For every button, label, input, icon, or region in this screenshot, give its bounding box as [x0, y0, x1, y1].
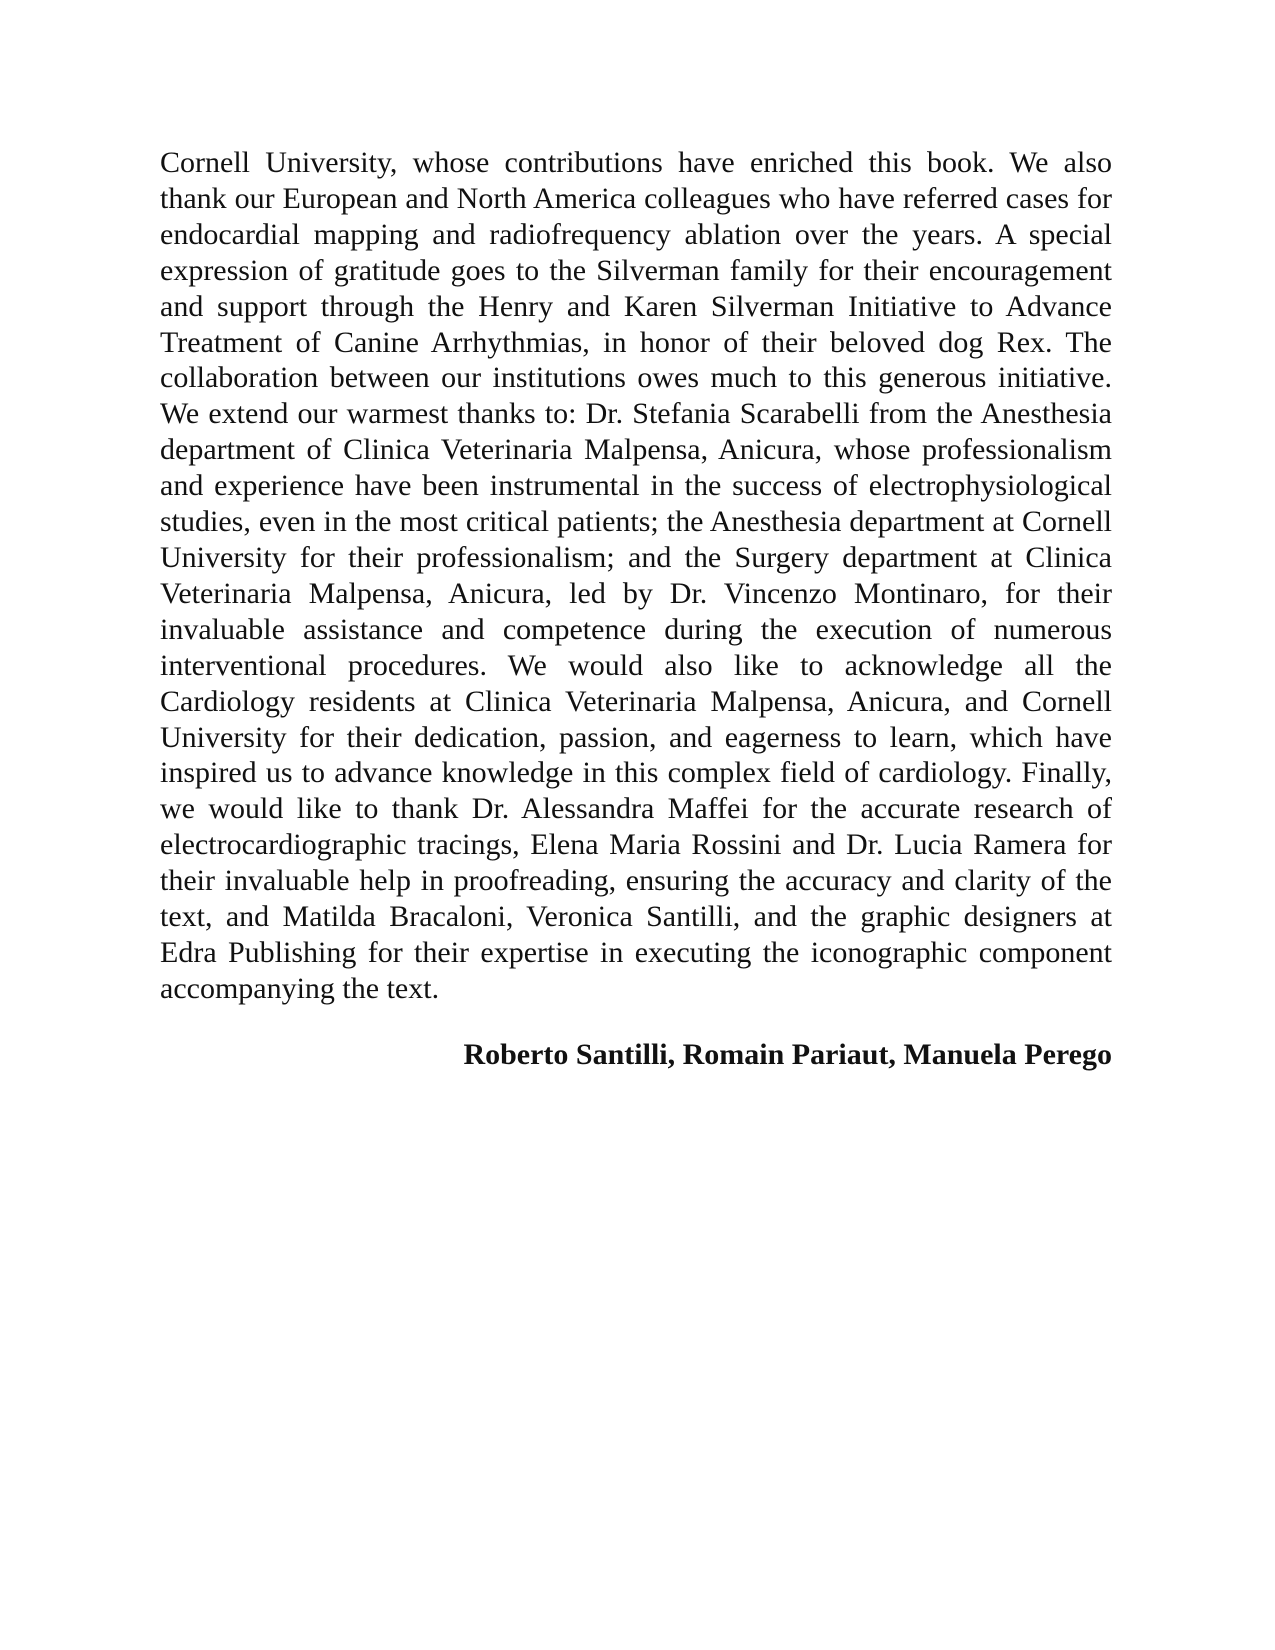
acknowledgements-page: [160, 145, 1112, 1073]
author-signature: Roberto Santilli, Romain Pariaut, Manuela Perego: [463, 1037, 1112, 1071]
acknowledgements-paragraph: Cornell University, whose contributions have enriched this book. We also thank our European and North America colleagues who have referred cases for endocardial mapping and radiofrequency ablation over the years. A special expression of gratitude goes to the Silverman family for their encouragement and support through the Henry and Karen Silverman Initiative to Advance Treatment of Canine Arrhythmias, in honor of their beloved dog Rex. The collaboration between our institutions owes much to this generous initiative. We extend our warmest thanks to: Dr. Stefania Scarabelli from the Anesthesia department of Clinica Veterinaria Malpensa, Anicura, whose professionalism and experience have been instrumental in the success of electrophysiological studies, even in the most critical patients; the Anesthesia department at Cornell University for their professionalism; and the Surgery department at Clinica Veterinaria Malpensa, Anicura, led by Dr. Vincenzo Montinaro, for their invaluable assistance and competence during the execution of numerous interventional procedures. We would also like to acknowledge all the Cardiology residents at Clinica Veterinaria Malpensa, Anicura, and Cornell University for their dedication, passion, and eagerness to learn, which have inspired us to advance knowledge in this complex field of cardiology. Finally, we would like to thank Dr. Alessandra Maffei for the accurate research of electrocardiographic tracings, Elena Maria Rossini and Dr. Lucia Ramera for their invaluable help in proofreading, ensuring the accuracy and clarity of the text, and Matilda Bracaloni, Veronica Santilli, and the graphic designers at Edra Publishing for their expertise in executing the iconographic component accompanying the text.: [160, 146, 1112, 1005]
